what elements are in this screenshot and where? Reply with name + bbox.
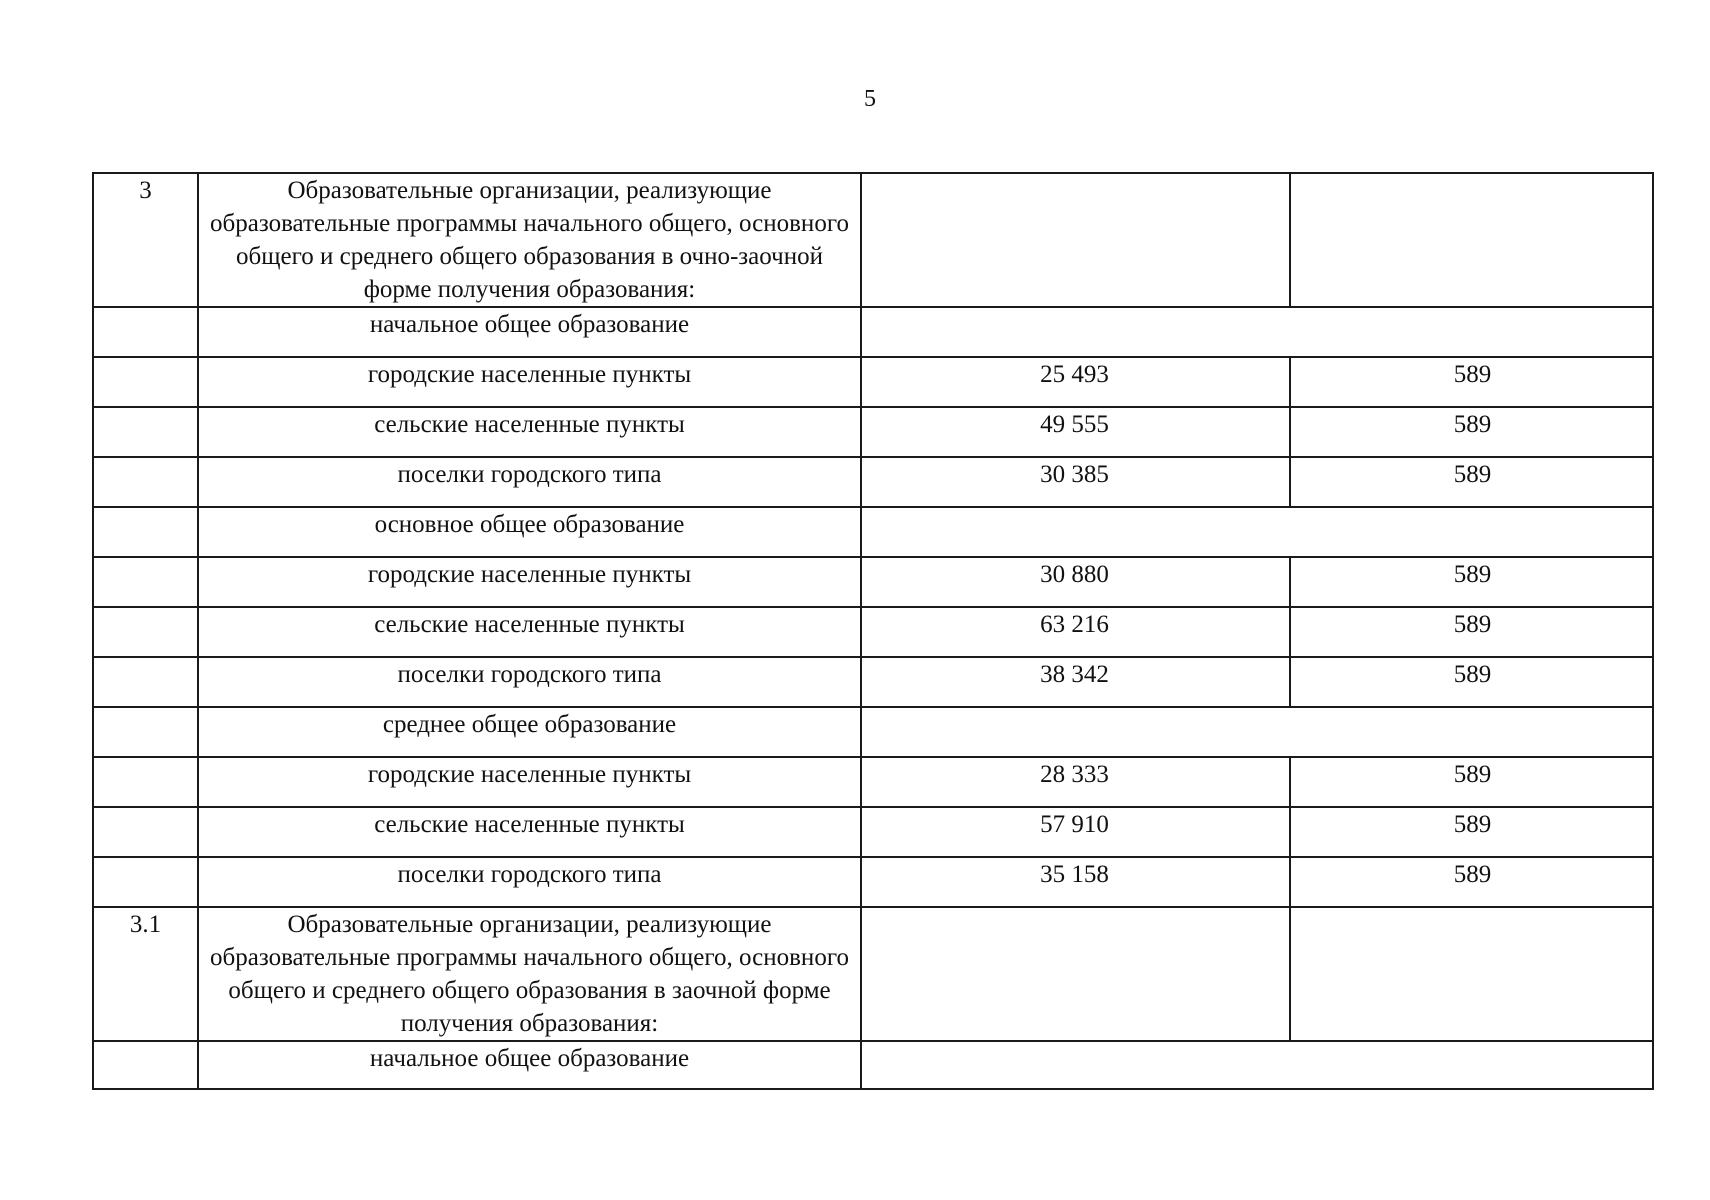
value-cell: 57 910 — [861, 807, 1290, 857]
table-row — [93, 507, 1653, 557]
value-cell: 38 342 — [861, 657, 1290, 707]
value-cell: 589 — [1290, 657, 1653, 707]
row-description: поселки городского типа — [198, 657, 861, 707]
value-cell: 30 385 — [861, 457, 1290, 507]
row-number — [93, 507, 198, 557]
row-number: 3 — [93, 173, 198, 307]
row-number — [93, 557, 198, 607]
table-row — [93, 907, 1653, 1041]
table-row — [93, 807, 1653, 857]
table-row — [93, 307, 1653, 357]
page-number: 5 — [864, 86, 876, 112]
row-description: Образовательные организации, реализующие образовательные программы начального общего, основного общего и среднего общего образования в заочной форме получения образования: — [198, 907, 861, 1041]
row-description: сельские населенные пункты — [198, 607, 861, 657]
value-cell: 589 — [1290, 357, 1653, 407]
value-cell: 30 880 — [861, 557, 1290, 607]
table-row — [93, 857, 1653, 907]
table-row — [93, 757, 1653, 807]
row-description: начальное общее образование — [198, 1041, 861, 1089]
value-cell: 589 — [1290, 457, 1653, 507]
table-row — [93, 657, 1653, 707]
row-number — [93, 457, 198, 507]
row-number — [93, 807, 198, 857]
row-description: среднее общее образование — [198, 707, 861, 757]
value-cell — [861, 173, 1290, 307]
value-cell — [861, 707, 1653, 757]
row-description: сельские населенные пункты — [198, 407, 861, 457]
value-cell: 63 216 — [861, 607, 1290, 657]
row-number — [93, 657, 198, 707]
value-cell: 28 333 — [861, 757, 1290, 807]
value-cell — [861, 507, 1653, 557]
value-cell — [861, 907, 1290, 1041]
row-description: основное общее образование — [198, 507, 861, 557]
value-cell: 589 — [1290, 557, 1653, 607]
row-description: начальное общее образование — [198, 307, 861, 357]
row-description: городские населенные пункты — [198, 357, 861, 407]
value-cell: 49 555 — [861, 407, 1290, 457]
table-row — [93, 407, 1653, 457]
row-number — [93, 1041, 198, 1089]
value-cell — [1290, 173, 1653, 307]
row-number: 3.1 — [93, 907, 198, 1041]
row-number — [93, 607, 198, 657]
table-row — [93, 607, 1653, 657]
row-number — [93, 307, 198, 357]
value-cell: 589 — [1290, 607, 1653, 657]
row-number — [93, 757, 198, 807]
row-number — [93, 357, 198, 407]
value-cell: 589 — [1290, 807, 1653, 857]
document-table — [92, 172, 1654, 1090]
row-description: сельские населенные пункты — [198, 807, 861, 857]
value-cell — [1290, 907, 1653, 1041]
value-cell: 589 — [1290, 857, 1653, 907]
value-cell: 589 — [1290, 757, 1653, 807]
row-number — [93, 707, 198, 757]
row-description: городские населенные пункты — [198, 557, 861, 607]
row-number — [93, 407, 198, 457]
value-cell: 35 158 — [861, 857, 1290, 907]
table-row — [93, 173, 1653, 307]
row-description: городские населенные пункты — [198, 757, 861, 807]
value-cell: 25 493 — [861, 357, 1290, 407]
table-row — [93, 707, 1653, 757]
value-cell — [861, 307, 1653, 357]
row-description: Образовательные организации, реализующие образовательные программы начального общего, основного общего и среднего общего образования в очно-заочной форме получения образования: — [198, 173, 861, 307]
row-number — [93, 857, 198, 907]
table-row — [93, 457, 1653, 507]
value-cell — [861, 1041, 1653, 1089]
table-row — [93, 557, 1653, 607]
table-row — [93, 357, 1653, 407]
row-description: поселки городского типа — [198, 457, 861, 507]
value-cell: 589 — [1290, 407, 1653, 457]
row-description: поселки городского типа — [198, 857, 861, 907]
table-row — [93, 1041, 1653, 1089]
